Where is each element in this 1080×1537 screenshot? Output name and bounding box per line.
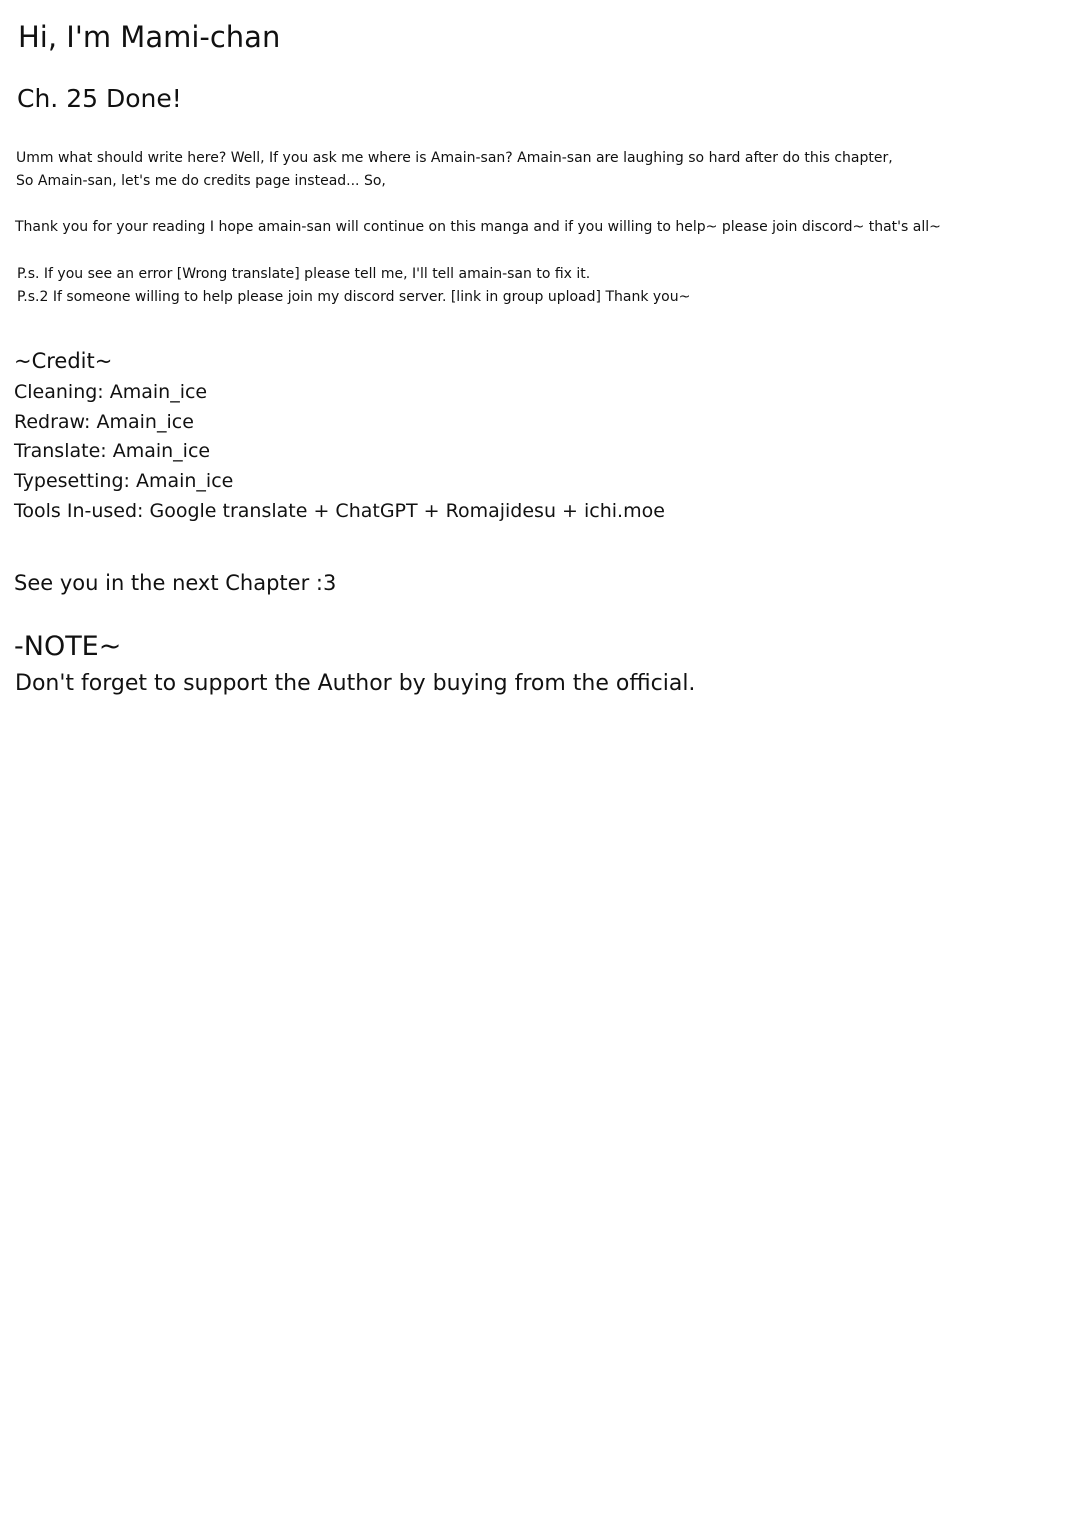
greeting-title: Hi, I'm Mami-chan [18, 20, 281, 54]
note-heading: -NOTE~ [14, 631, 122, 662]
message-line-2: So Amain-san, let's me do credits page instead... So, [16, 173, 386, 189]
chapter-status: Ch. 25 Done! [17, 84, 182, 113]
message-line-1: Umm what should write here? Well, If you ask me where is Amain-san? Amain-san are laughing so hard after do this chapter, [16, 150, 893, 166]
credit-item-translate: Translate: Amain_ice [14, 440, 211, 462]
credit-heading: ~Credit~ [14, 349, 113, 373]
message-line-3: Thank you for your reading I hope amain-san will continue on this manga and if you willing to help~ please join discord~ that's all~ [15, 219, 941, 235]
ps-note-1: P.s. If you see an error [Wrong translate] please tell me, I'll tell amain-san to fix it. [17, 266, 591, 282]
closing-message: See you in the next Chapter :3 [14, 571, 337, 595]
note-text: Don't forget to support the Author by buying from the official. [15, 671, 696, 696]
credit-item-cleaning: Cleaning: Amain_ice [14, 381, 208, 403]
credit-item-typesetting: Typesetting: Amain_ice [14, 470, 234, 492]
ps-note-2: P.s.2 If someone willing to help please join my discord server. [link in group upload] Thank you~ [17, 289, 691, 305]
credit-item-redraw: Redraw: Amain_ice [14, 411, 194, 433]
credit-item-tools: Tools In-used: Google translate + ChatGPT + Romajidesu + ichi.moe [14, 500, 665, 522]
